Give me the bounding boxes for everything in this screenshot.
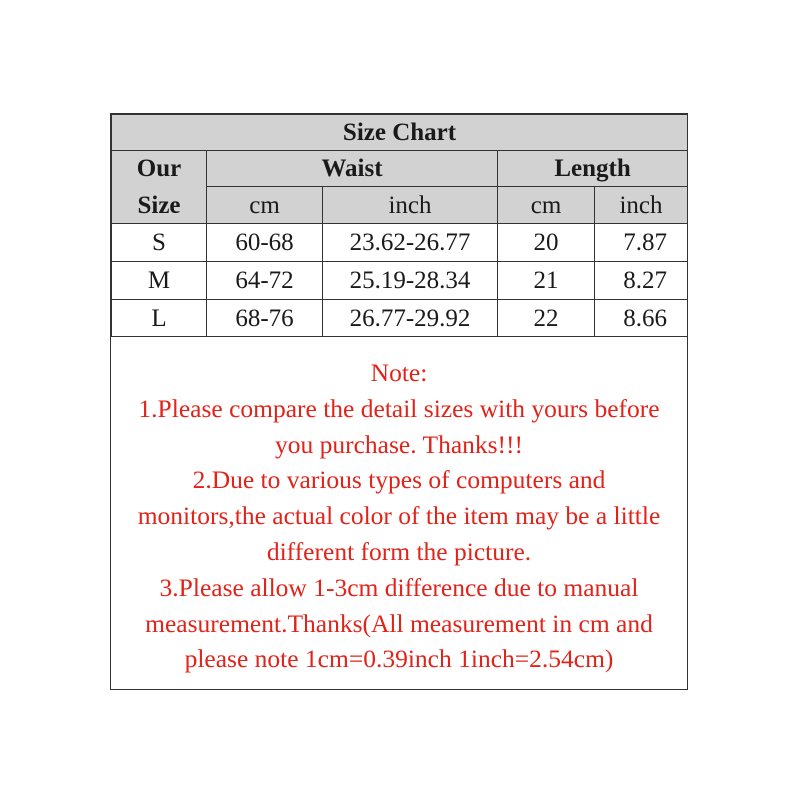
unit-length-inch: inch bbox=[595, 187, 688, 224]
length-header: Length bbox=[498, 151, 688, 187]
note-line: 1.Please compare the detail sizes with yours before bbox=[138, 393, 660, 423]
waist-header: Waist bbox=[207, 151, 498, 187]
note-line: you purchase. Thanks!!! bbox=[274, 429, 524, 459]
size-table bbox=[111, 114, 688, 337]
length-cm-cell: 21 bbox=[498, 262, 595, 300]
our-size-line2: Size bbox=[137, 192, 181, 219]
unit-length-cm: cm bbox=[498, 187, 595, 224]
waist-inch-cell: 26.77-29.92 bbox=[323, 300, 498, 337]
note-line: 2.Due to various types of computers and bbox=[192, 465, 606, 495]
length-inch-cell: 8.27 bbox=[595, 262, 688, 300]
waist-cm-cell: 60-68 bbox=[207, 224, 323, 262]
note-line: measurement.Thanks(All measurement in cm and bbox=[145, 608, 653, 638]
waist-cm-cell: 64-72 bbox=[207, 262, 323, 300]
note-line: please note 1cm=0.39inch 1inch=2.54cm) bbox=[184, 644, 614, 674]
waist-inch-cell: 25.19-28.34 bbox=[323, 262, 498, 300]
our-size-header bbox=[112, 151, 207, 224]
size-cell: S bbox=[112, 224, 207, 262]
length-inch-cell: 7.87 bbox=[595, 224, 688, 262]
length-cm-cell: 20 bbox=[498, 224, 595, 262]
note-heading: Note: bbox=[370, 358, 428, 387]
table-row bbox=[112, 300, 688, 337]
table-row bbox=[112, 224, 688, 262]
unit-waist-inch: inch bbox=[323, 187, 498, 224]
table-row bbox=[112, 262, 688, 300]
size-cell: L bbox=[112, 300, 207, 337]
our-size-line1: Our bbox=[136, 155, 182, 182]
note-line: different form the picture. bbox=[266, 536, 532, 566]
size-chart bbox=[110, 113, 688, 690]
title-row bbox=[112, 115, 688, 151]
length-cm-cell: 22 bbox=[498, 300, 595, 337]
size-cell: M bbox=[112, 262, 207, 300]
waist-inch-cell: 23.62-26.77 bbox=[323, 224, 498, 262]
note-line: 3.Please allow 1-3cm difference due to manual bbox=[159, 572, 639, 602]
length-inch-cell: 8.66 bbox=[595, 300, 688, 337]
note-line: monitors,the actual color of the item may be a little bbox=[137, 501, 661, 531]
unit-waist-cm: cm bbox=[207, 187, 323, 224]
chart-title: Size Chart bbox=[112, 115, 688, 151]
note-section bbox=[111, 338, 687, 689]
waist-cm-cell: 68-76 bbox=[207, 300, 323, 337]
header-row bbox=[112, 151, 688, 187]
